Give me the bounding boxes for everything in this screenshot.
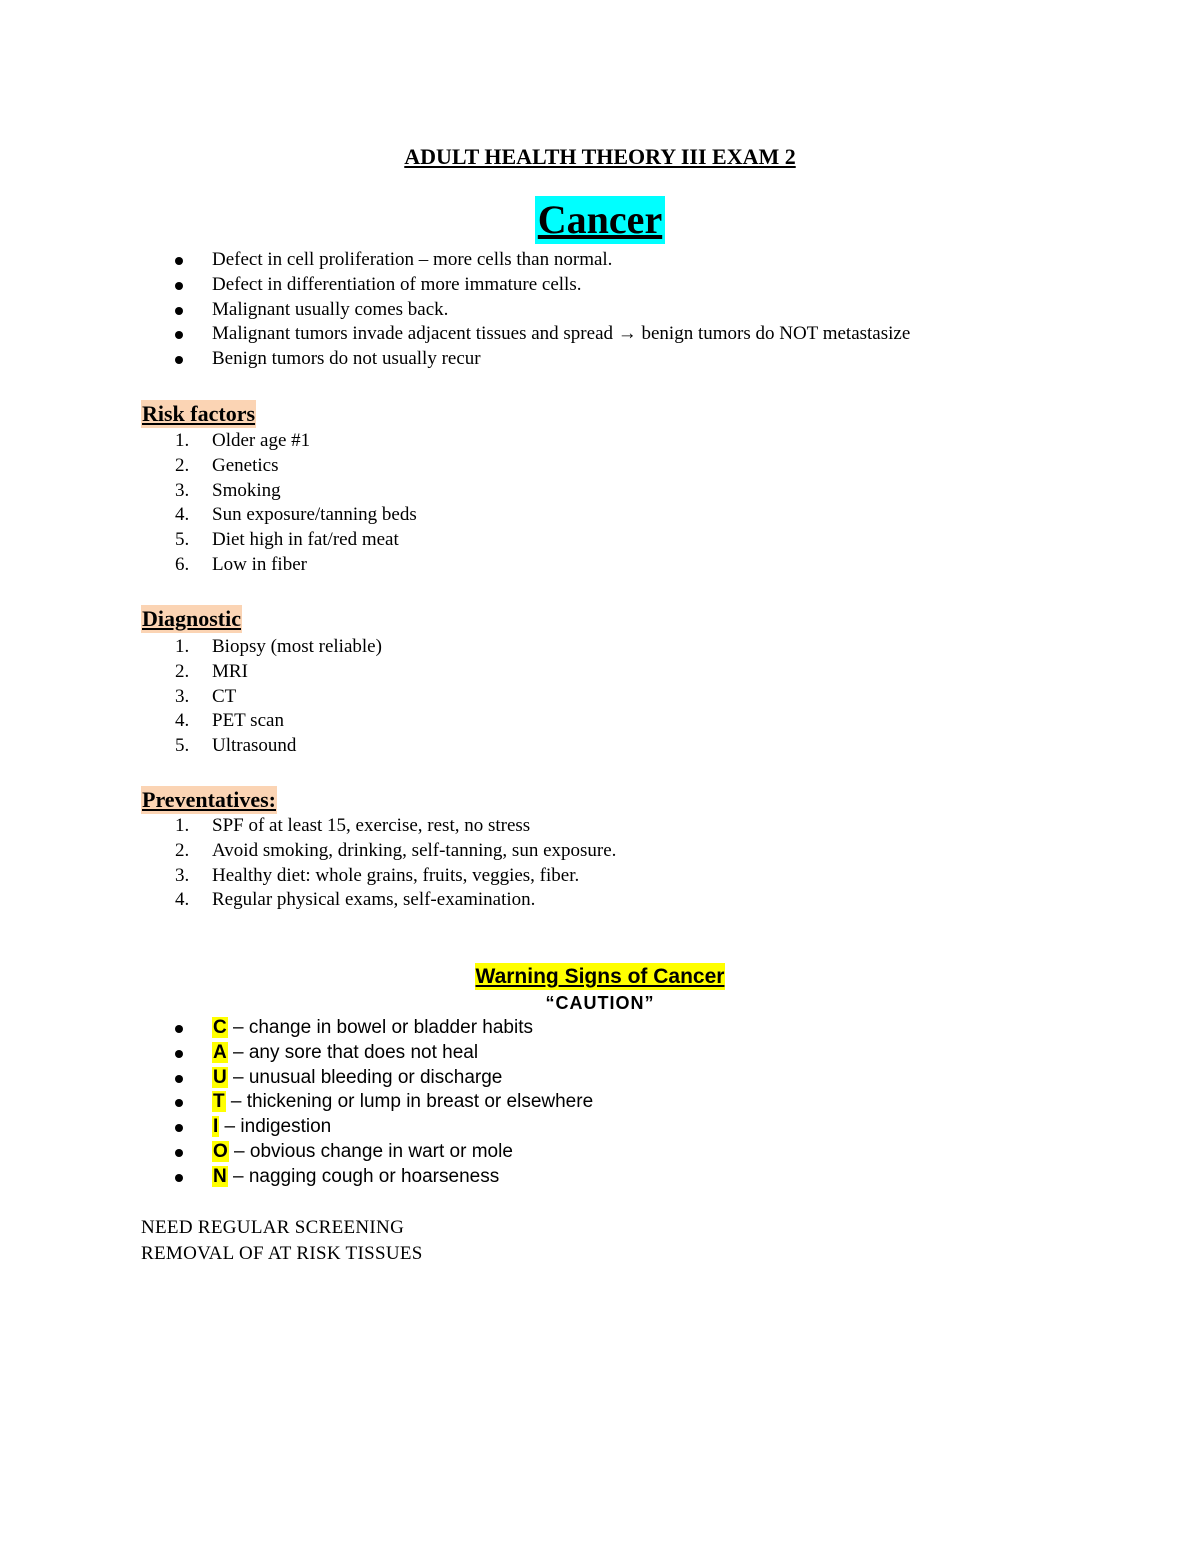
document-title: ADULT HEALTH THEORY III EXAM 2 — [404, 144, 796, 169]
acronym-letter: O — [213, 1140, 228, 1162]
list-item: Benign tumors do not usually recur — [141, 347, 910, 372]
list-item: Defect in cell proliferation – more cells than normal. — [141, 248, 910, 273]
risk-factors-heading: Risk factors — [142, 401, 256, 426]
list-item: 6. Low in fiber — [175, 553, 307, 575]
list-item: 5. Diet high in fat/red meat — [175, 529, 399, 551]
acronym-letter: I — [213, 1116, 219, 1138]
bullet-icon — [175, 331, 183, 339]
bullet-icon — [175, 257, 183, 265]
list-item: 5. Ultrasound — [175, 735, 297, 757]
intro-bullet-list — [141, 248, 910, 372]
list-item: 1. Biopsy (most reliable) — [175, 636, 382, 657]
caution-acronym: “CAUTION” — [545, 993, 655, 1013]
bullet-icon — [175, 282, 183, 290]
list-item: 4. Sun exposure/tanning beds — [175, 504, 417, 526]
bullet-icon — [175, 1124, 183, 1132]
acronym-letter: A — [213, 1041, 227, 1063]
list-item: A – any sore that does not heal — [141, 1041, 593, 1066]
list-item: Malignant tumors invade adjacent tissues and spread → benign tumors do NOT metastasize — [141, 322, 910, 347]
bullet-icon — [175, 307, 183, 315]
list-item: O – obvious change in wart or mole — [141, 1140, 593, 1165]
list-item: U – unusual bleeding or discharge — [141, 1066, 593, 1091]
warning-heading-container — [0, 963, 1200, 990]
bullet-icon — [175, 356, 183, 364]
acronym-letter: T — [213, 1091, 225, 1113]
list-item: 2. MRI — [175, 660, 248, 682]
list-item: 3. Healthy diet: whole grains, fruits, veggies, fiber. — [175, 864, 580, 886]
main-heading-container — [0, 196, 1200, 244]
main-heading: Cancer — [535, 196, 665, 244]
list-item: 2. Genetics — [175, 454, 279, 476]
list-item: 2. Avoid smoking, drinking, self-tanning, sun exposure. — [175, 839, 617, 861]
footer-line-screening: NEED REGULAR SCREENING — [141, 1217, 405, 1238]
warning-signs-list — [141, 1016, 593, 1190]
list-item: C – change in bowel or bladder habits — [141, 1016, 593, 1041]
list-item: 3. Smoking — [175, 479, 281, 501]
risk-factors-list — [141, 429, 417, 578]
bullet-icon — [175, 1099, 183, 1107]
preventatives-list — [141, 814, 616, 913]
bullet-icon — [175, 1174, 183, 1182]
list-item: Malignant usually comes back. — [141, 298, 910, 323]
bullet-icon — [175, 1025, 183, 1033]
list-item: Defect in differentiation of more immature cells. — [141, 273, 910, 298]
list-item: 1. SPF of at least 15, exercise, rest, no stress — [175, 815, 531, 836]
list-item: 1. Older age #1 — [175, 430, 311, 451]
bullet-icon — [175, 1050, 183, 1058]
list-item: I – indigestion — [141, 1115, 593, 1140]
acronym-letter: N — [213, 1165, 227, 1187]
footer-line-removal: REMOVAL OF AT RISK TISSUES — [141, 1243, 423, 1264]
list-item: 4. PET scan — [175, 710, 284, 732]
list-item: N – nagging cough or hoarseness — [141, 1165, 593, 1190]
warning-signs-heading: Warning Signs of Cancer — [475, 965, 725, 988]
diagnostic-list — [141, 635, 382, 759]
acronym-letter: C — [213, 1017, 227, 1038]
preventatives-heading: Preventatives: — [142, 787, 276, 812]
diagnostic-heading: Diagnostic — [142, 606, 241, 631]
bullet-icon — [175, 1075, 183, 1083]
bullet-icon — [175, 1149, 183, 1157]
list-item: 4. Regular physical exams, self-examination. — [175, 889, 536, 911]
list-item: 3. CT — [175, 685, 237, 707]
list-item: T – thickening or lump in breast or elsewhere — [141, 1090, 593, 1115]
acronym-letter: U — [213, 1066, 227, 1088]
